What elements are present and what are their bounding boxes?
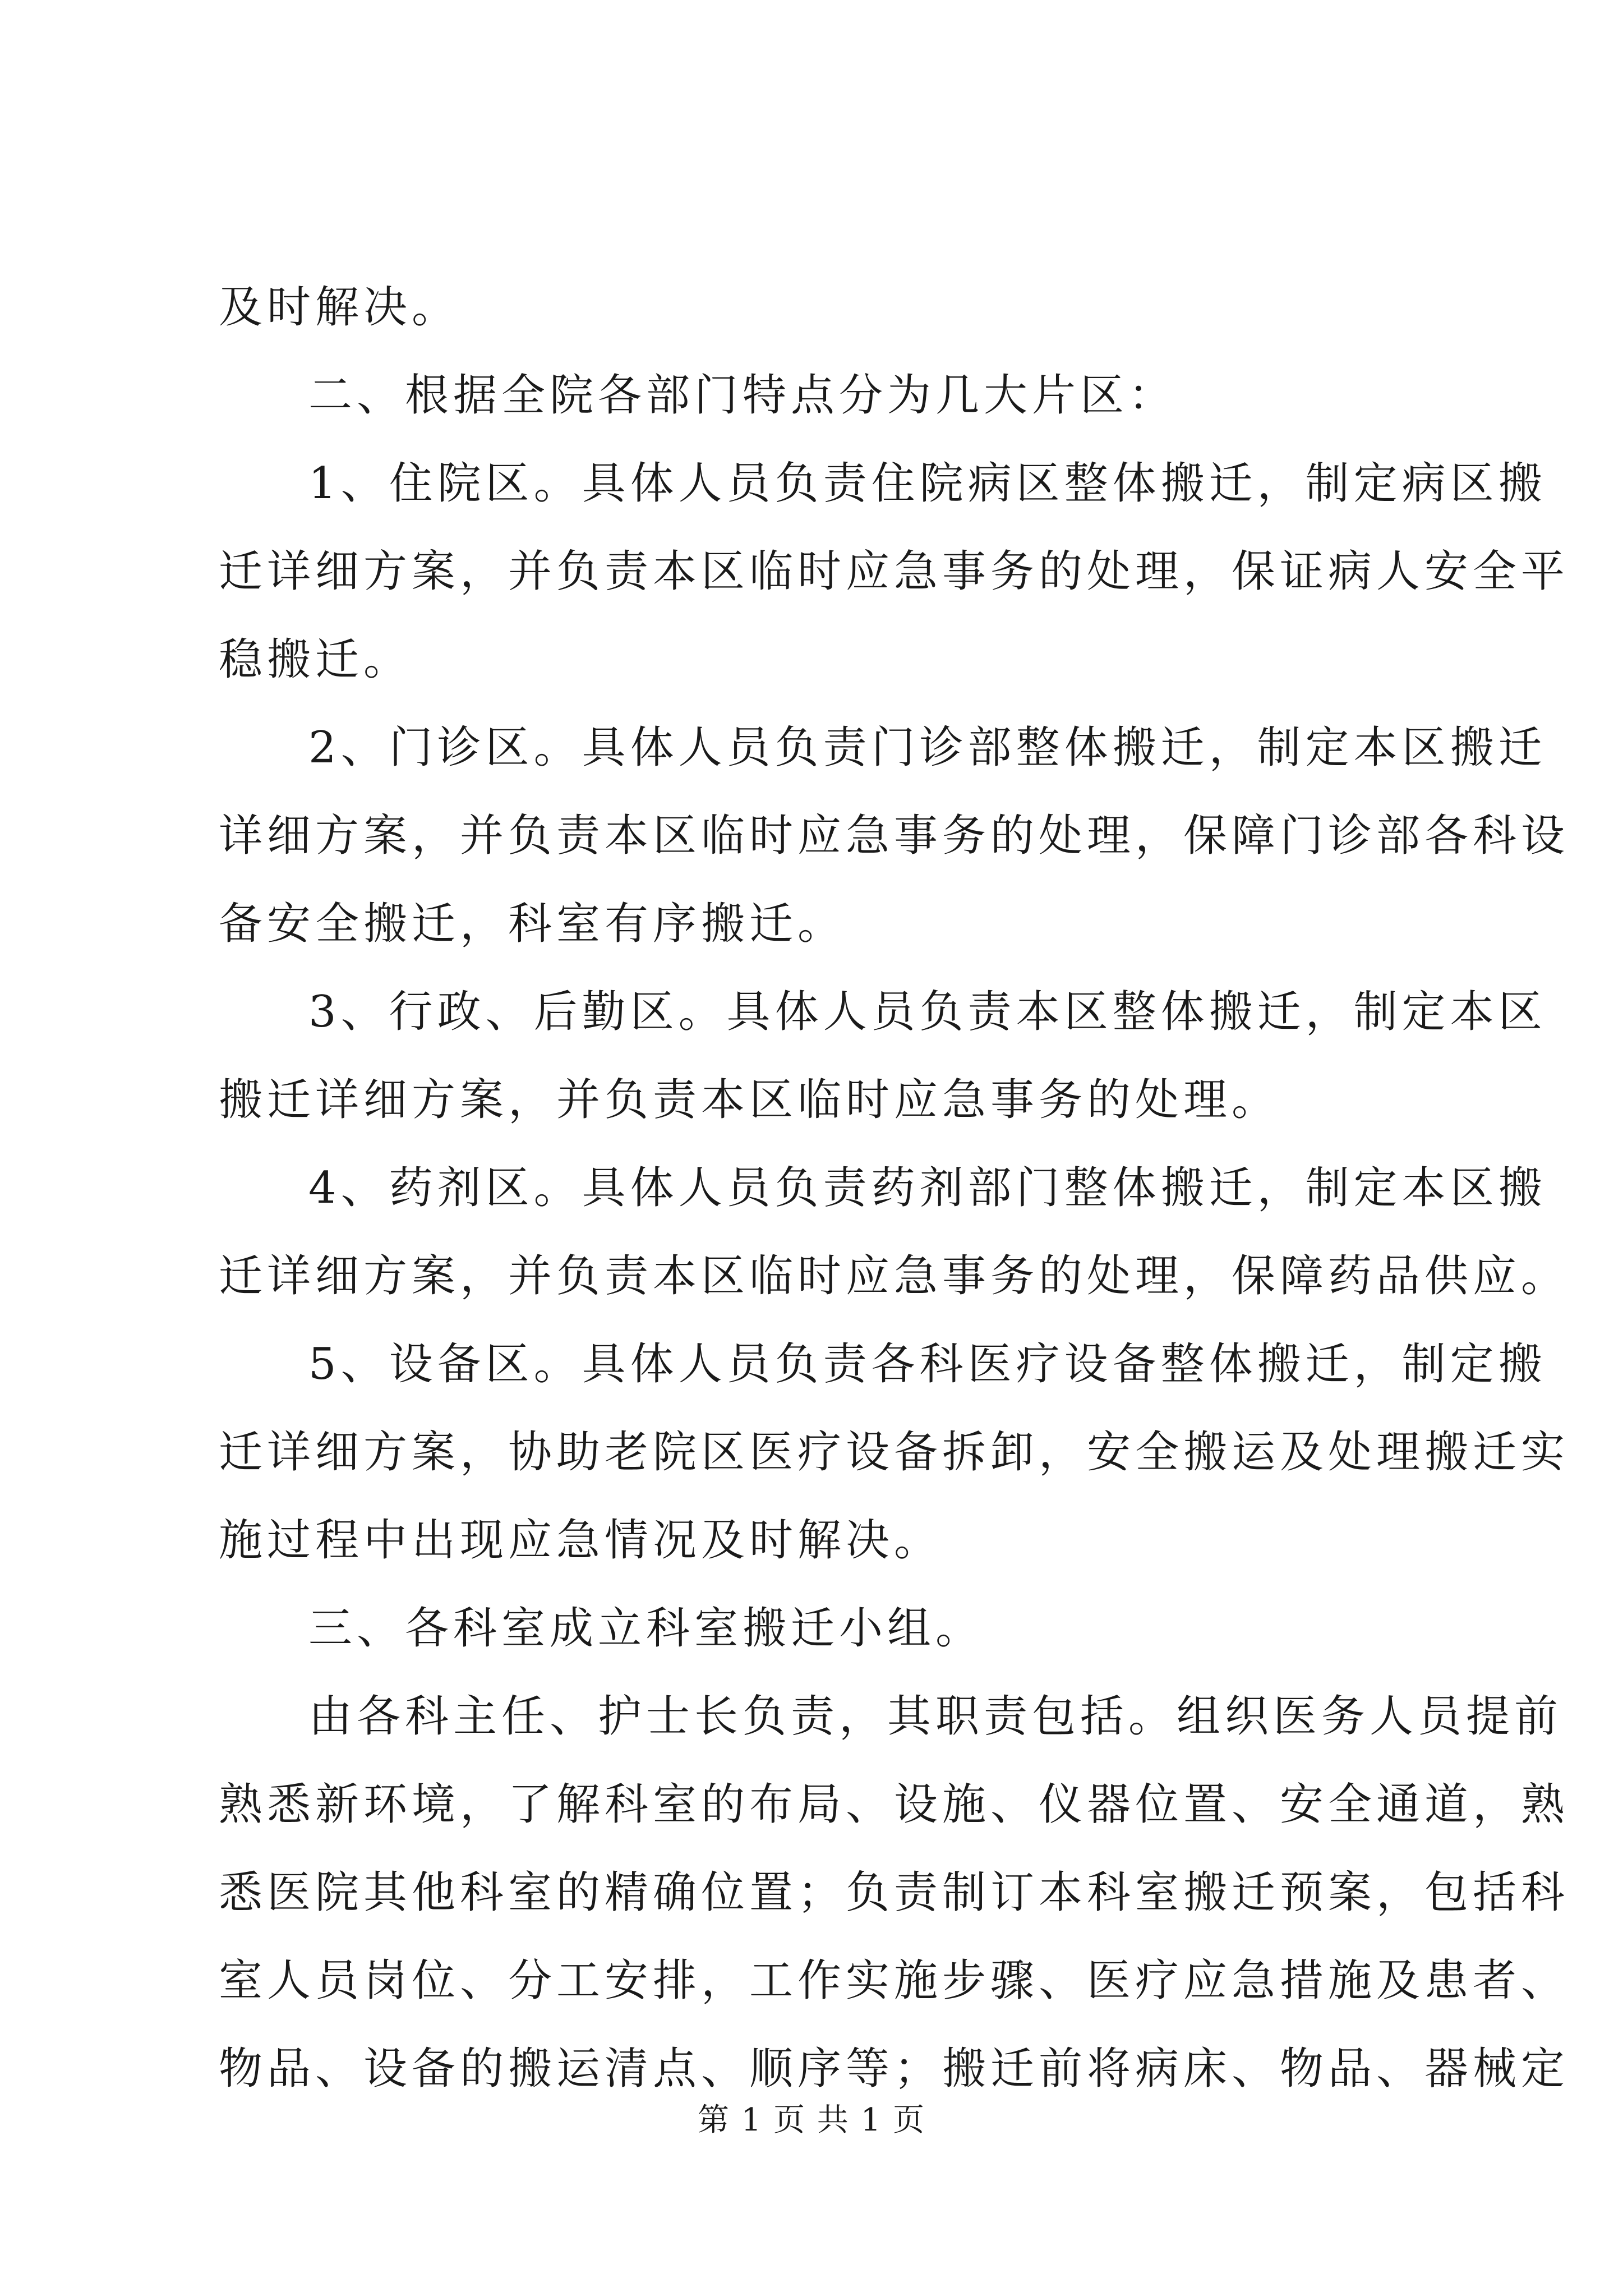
text-line: 迁详细方案，协助老院区医疗设备拆卸，安全搬运及处理搬迁实 xyxy=(219,1427,1570,1478)
text-line: 室人员岗位、分工安排，工作实施步骤、医疗应急措施及患者、 xyxy=(219,1955,1570,2006)
text-line: 由各科主任、护士长负责，其职责包括。组织医务人员提前 xyxy=(308,1691,1563,1742)
text-line: 备安全搬迁，科室有序搬迁。 xyxy=(219,899,846,949)
section-heading: 三、各科室成立科室搬迁小组。 xyxy=(308,1603,984,1654)
text-line: 迁详细方案，并负责本区临时应急事务的处理，保证病人安全平 xyxy=(219,546,1570,597)
text-line: 悉医院其他科室的精确位置；负责制订本科室搬迁预案，包括科 xyxy=(219,1867,1570,1918)
text-line: 迁详细方案，并负责本区临时应急事务的处理，保障药品供应。 xyxy=(219,1251,1570,1301)
text-line: 施过程中出现应急情况及时解决。 xyxy=(219,1515,943,1566)
document-body xyxy=(219,264,1570,2113)
text-line: 熟悉新环境，了解科室的布局、设施、仪器位置、安全通道，熟 xyxy=(219,1779,1570,1830)
text-line: 搬迁详细方案，并负责本区临时应急事务的处理。 xyxy=(219,1075,1280,1125)
page-footer xyxy=(0,2101,1623,2140)
text-line: 5、设备区。具体人员负责各科医疗设备整体搬迁，制定搬 xyxy=(308,1339,1547,1389)
text-line: 3、行政、后勤区。具体人员负责本区整体搬迁，制定本区 xyxy=(308,987,1547,1037)
text-line: 4、药剂区。具体人员负责药剂部门整体搬迁，制定本区搬 xyxy=(308,1163,1547,1213)
text-line: 及时解决。 xyxy=(219,282,460,333)
page-number-label: 第 1 页 共 1 页 xyxy=(697,2102,926,2138)
text-line: 1、住院区。具体人员负责住院病区整体搬迁，制定病区搬 xyxy=(308,458,1547,509)
text-line: 2、门诊区。具体人员负责门诊部整体搬迁，制定本区搬迁 xyxy=(308,723,1547,773)
text-line: 物品、设备的搬运清点、顺序等；搬迁前将病床、物品、器械定 xyxy=(219,2044,1570,2094)
text-line: 详细方案，并负责本区临时应急事务的处理，保障门诊部各科设 xyxy=(219,811,1570,861)
section-heading: 二、根据全院各部门特点分为几大片区： xyxy=(308,370,1177,421)
text-line: 稳搬迁。 xyxy=(219,634,412,685)
